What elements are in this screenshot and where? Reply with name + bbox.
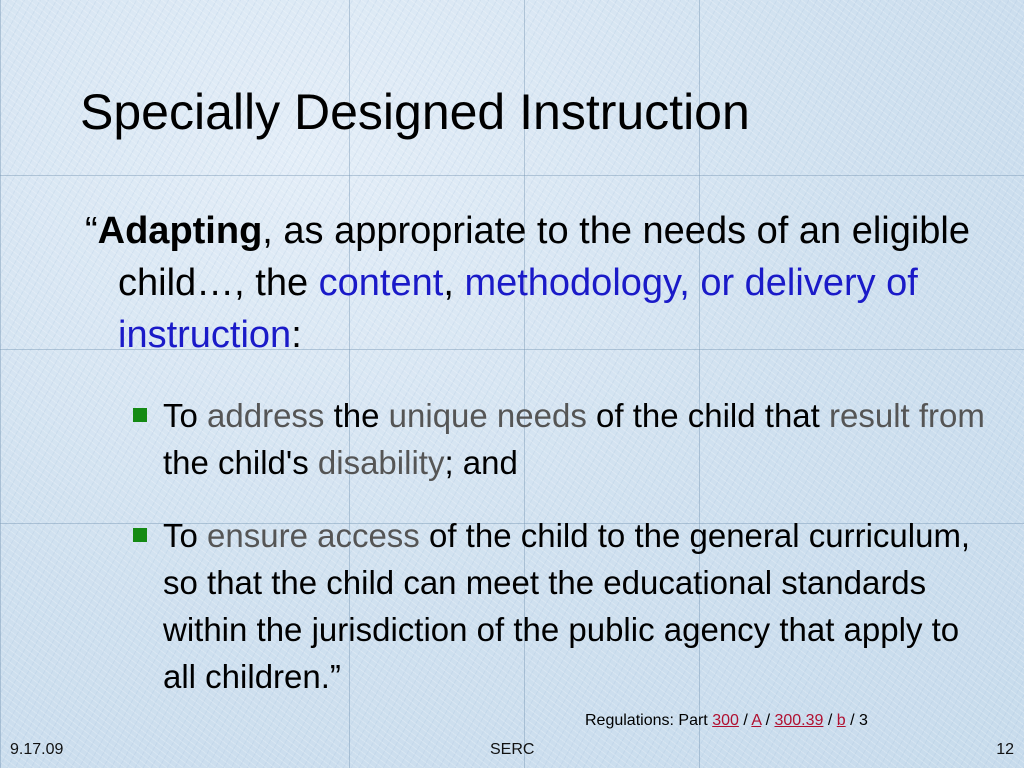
open-quote: “ [85,210,98,252]
bullet-text: the child's [163,444,318,481]
slide-title: Specially Designed Instruction [80,84,750,140]
bullet-text: the [324,397,389,434]
result-from-term: result from [829,397,985,434]
citation-separator: / [761,712,775,729]
citation-link-subpart[interactable]: A [751,712,762,729]
square-bullet-icon [133,408,147,422]
bullet-text: of the child that [586,397,829,434]
regulation-citation [585,712,868,730]
intro-paragraph [85,205,1024,361]
methodology-term: methodology, or delivery of instruction [118,262,918,356]
citation-separator: / [823,712,837,729]
unique-needs-term: unique needs [388,397,587,434]
footer-organization: SERC [490,741,535,758]
disability-term: disability [317,444,445,481]
bullet-item-ensure-access [163,512,993,700]
citation-separator: / [845,712,860,729]
citation-link-part[interactable]: 300 [712,712,739,729]
bullet-item-unique-needs [163,392,993,486]
ensure-access-term: ensure access [207,517,420,554]
background-grid-line [0,0,1,768]
bullet-text: To [163,397,208,434]
citation-number: 3 [859,712,868,729]
bullet-text: To [163,517,208,554]
intro-text: , as appropriate to the needs of an eligible child…, the [118,210,971,304]
bullet-text: ; and [444,444,518,481]
intro-colon: : [291,314,302,356]
adapting-term: Adapting [97,210,263,252]
intro-comma: , [443,262,465,304]
footer-date: 9.17.09 [10,741,64,758]
content-term: content [318,262,444,304]
bullet-text: of the child to the general curriculum, so that the child can meet the educational standards within the jurisdiction of the public agency that apply to all children.” [163,517,971,695]
square-bullet-icon [133,528,147,542]
citation-prefix: Regulations: Part [585,712,713,729]
citation-link-section[interactable]: 300.39 [774,712,824,729]
slide-number: 12 [996,741,1014,758]
address-term: address [207,397,325,434]
background-grid-line [0,175,1024,176]
citation-separator: / [738,712,752,729]
citation-link-paragraph[interactable]: b [836,712,846,729]
